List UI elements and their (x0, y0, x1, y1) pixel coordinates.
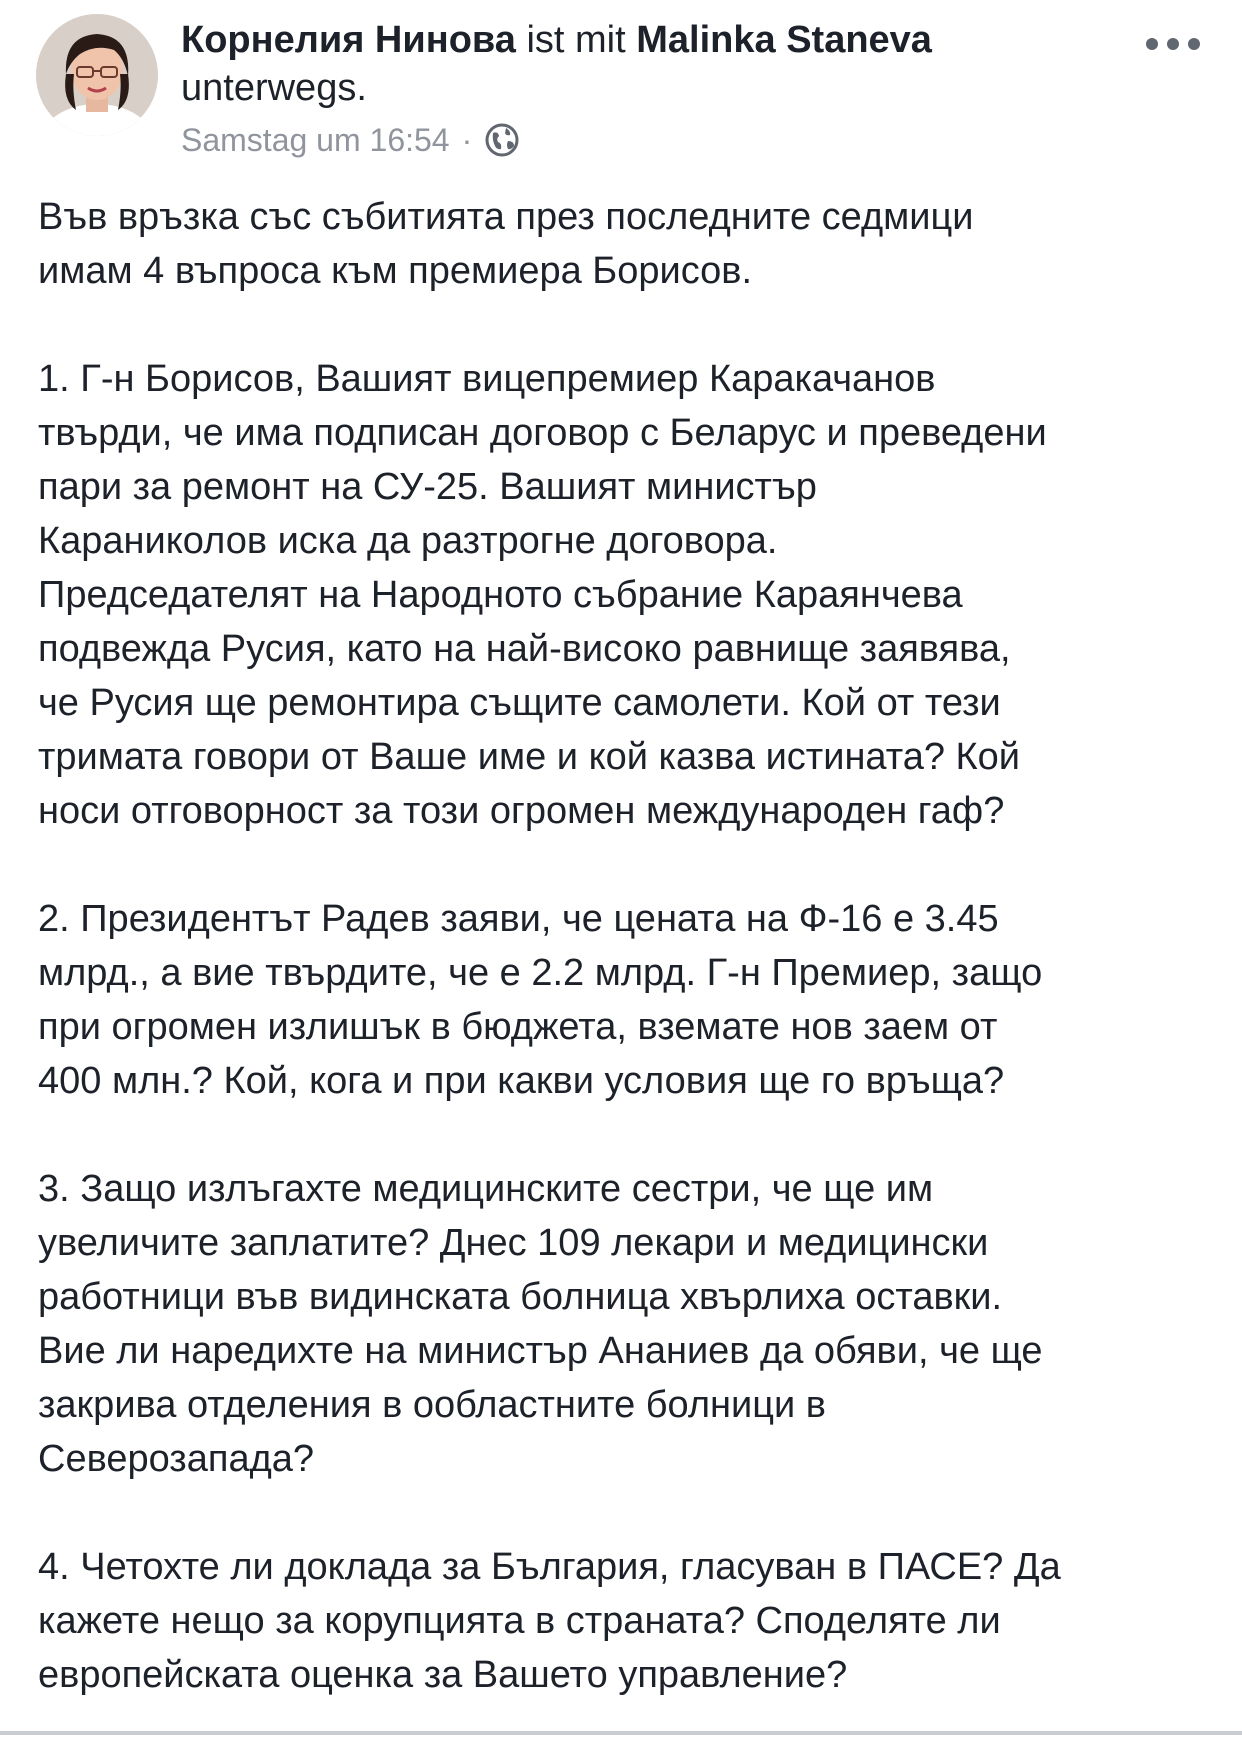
more-dot (1188, 38, 1200, 50)
more-options-icon[interactable] (1146, 34, 1200, 54)
post-meta (181, 16, 1081, 160)
more-dot (1167, 38, 1179, 50)
more-dot (1146, 38, 1158, 50)
post-header (36, 14, 1226, 164)
post-paragraph-question-3: 3. Защо излъгахте медицинските сестри, че ще им увеличите заплатите? Днес 109 лекари и медицински работници във видинската болница хвърлиха оставки. Вие ли наредихте на министър Ананиев да обяви, че ще закрива отделения в ообластните болници в Северозапада? (38, 1168, 1043, 1480)
post-divider (0, 1731, 1242, 1735)
companion-name-link[interactable]: Malinka Staneva (636, 19, 932, 61)
activity-text: unterwegs. (181, 67, 367, 109)
post-title-line (181, 16, 1081, 112)
post-paragraph-question-4: 4. Четохте ли доклада за България, гласуван в ПАСЕ? Да кажете нещо за корупцията в страната? Споделяте ли европейската оценка за Вашето управление? (38, 1546, 1061, 1696)
with-text: ist mit (526, 19, 626, 61)
separator-dot: · (461, 122, 473, 158)
author-avatar[interactable] (36, 14, 158, 136)
author-name-link[interactable]: Корнелия Нинова (181, 19, 516, 61)
globe-icon[interactable] (484, 122, 520, 158)
post-timestamp-link[interactable]: Samstag um 16:54 (181, 122, 450, 158)
post-paragraph-question-2: 2. Президентът Радев заяви, че цената на Ф-16 е 3.45 млрд., а вие твърдите, че е 2.2 млрд. Г-н Премиер, защо при огромен излишък в бюджета, вземате нов заем от 400 млн.? Кой, кога и при какви условия ще го връща? (38, 898, 1043, 1102)
post-time-line (181, 120, 1081, 160)
post-paragraph-intro: Във връзка със събитията през последните седмици имам 4 въпроса към премиера Борисов. (38, 196, 974, 292)
post-paragraph-question-1: 1. Г-н Борисов, Вашият вицепремиер Каракачанов твърди, че има подписан договор с Беларус и преведени пари за ремонт на СУ-25. Вашият министър Караниколов иска да разтрогне договора. Председателят на Народното събрание Караянчева подвежда Русия, като на най-високо равнище заявява, че Русия ще ремонтира същите самолети. Кой от тези тримата говори от Ваше име и кой казва истината? Кой носи отговорност за този огромен международен гаф? (38, 358, 1047, 832)
post-body (38, 190, 1218, 1756)
